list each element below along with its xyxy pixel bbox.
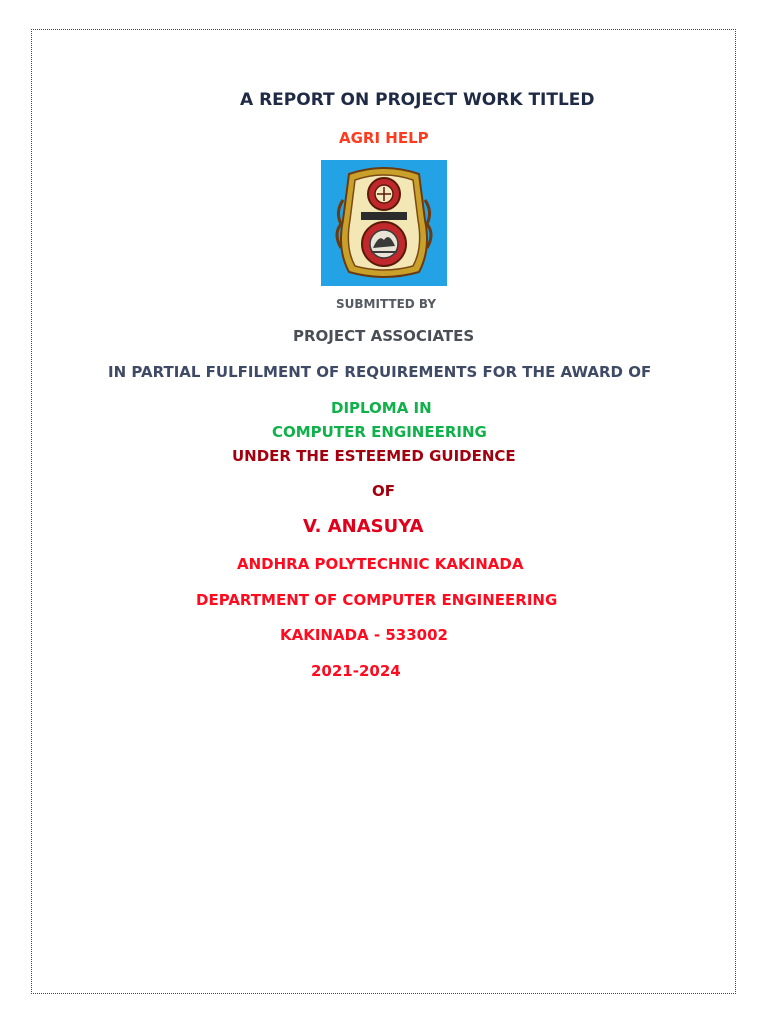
college-emblem-icon — [321, 160, 447, 286]
branch-label: COMPUTER ENGINEERING — [272, 423, 487, 441]
fulfilment-statement: IN PARTIAL FULFILMENT OF REQUIREMENTS FOR THE AWARD OF — [108, 363, 652, 381]
department-name: DEPARTMENT OF COMPUTER ENGINEERING — [196, 591, 558, 609]
guide-name: V. ANASUYA — [303, 516, 424, 537]
project-name: AGRI HELP — [339, 129, 429, 147]
project-associates-label: PROJECT ASSOCIATES — [293, 327, 475, 345]
report-title: A REPORT ON PROJECT WORK TITLED — [240, 90, 595, 110]
city-pincode: KAKINADA - 533002 — [280, 626, 448, 644]
guidance-label: UNDER THE ESTEEMED GUIDENCE — [232, 447, 516, 465]
emblem-graphic — [321, 160, 447, 286]
submitted-by-label: SUBMITTED BY — [336, 297, 437, 311]
college-name: ANDHRA POLYTECHNIC KAKINADA — [237, 555, 524, 573]
of-label: OF — [372, 482, 395, 500]
diploma-label: DIPLOMA IN — [331, 399, 432, 417]
academic-years: 2021-2024 — [311, 662, 401, 680]
